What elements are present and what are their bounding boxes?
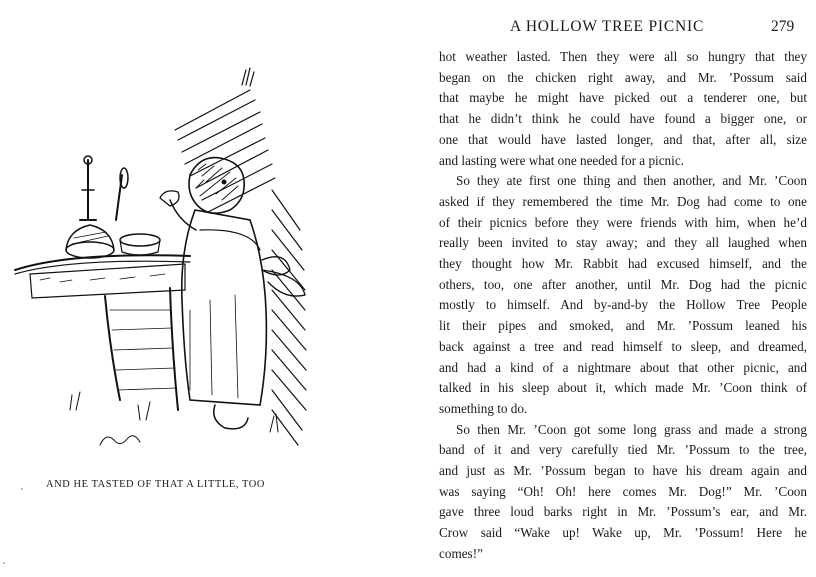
text-line: one that would have lasted longer, and that, after all, size — [439, 131, 807, 147]
text-line: mostly to himself. And by-and-by the Hollow Tree People — [439, 297, 807, 313]
illustration-caption: AND HE TASTED OF THAT A LITTLE, TOO — [46, 479, 265, 490]
text-line: that he didn’t think he could have found a bigger one, or — [439, 111, 807, 127]
text-line: comes!” — [439, 545, 483, 561]
text-line: and just as Mr. ’Possum began to have his dream again and — [439, 463, 807, 479]
text-line: began on the chicken right away, and Mr. ’Possum said — [439, 69, 807, 85]
text-line: So they ate first one thing and then another, and Mr. ’Coon — [456, 173, 807, 189]
text-line: band of it and very carefully tied Mr. ’Possum to the tree, — [439, 442, 807, 458]
text-line: that maybe he might have picked out a tenderer one, but — [439, 90, 807, 106]
text-line: hot weather lasted. Then they were all so hungry that they — [439, 49, 807, 64]
text-line: really been invited to stay away; and they all laughed when — [439, 235, 807, 251]
text-line: asked if they remembered the time Mr. Dog had come to one — [439, 193, 807, 209]
text-line: something to do. — [439, 400, 528, 416]
text-line: gave three loud barks right in Mr. ’Possum’s ear, and Mr. — [439, 504, 807, 520]
text-line: talked in his sleep about it, which made Mr. ’Coon think of — [439, 380, 807, 396]
text-line: So then Mr. ’Coon got some long grass and made a strong — [456, 421, 807, 437]
body-text — [439, 47, 807, 565]
print-speck — [3, 562, 5, 564]
text-line: and lasting were what one needed for a picnic. — [439, 152, 684, 168]
possum-picnic-illustration — [10, 60, 335, 470]
text-line: Crow said “Wake up! Wake up, Mr. ’Possum! Here he — [439, 525, 807, 541]
text-line: and had a kind of a nightmare about that other picnic, and — [439, 359, 807, 375]
page-number: 279 — [771, 18, 795, 35]
text-line: they thought how Mr. Rabbit had excused himself, and the — [439, 256, 807, 272]
running-head: A HOLLOW TREE PICNIC — [510, 18, 705, 35]
text-line: others, too, one after another, until Mr. Dog had the picnic — [439, 276, 807, 292]
text-line: was saying “Oh! Oh! here comes Mr. Dog!” Mr. ’Coon — [439, 483, 807, 499]
right-page — [408, 0, 816, 577]
print-speck — [21, 488, 23, 490]
text-line: of their picnics before they were friends with him, when he’d — [439, 214, 807, 230]
text-line: back against a tree and read himself to sleep, and dreamed, — [439, 338, 807, 354]
text-line: lit their pipes and smoked, and Mr. ’Possum leaned his — [439, 318, 807, 334]
